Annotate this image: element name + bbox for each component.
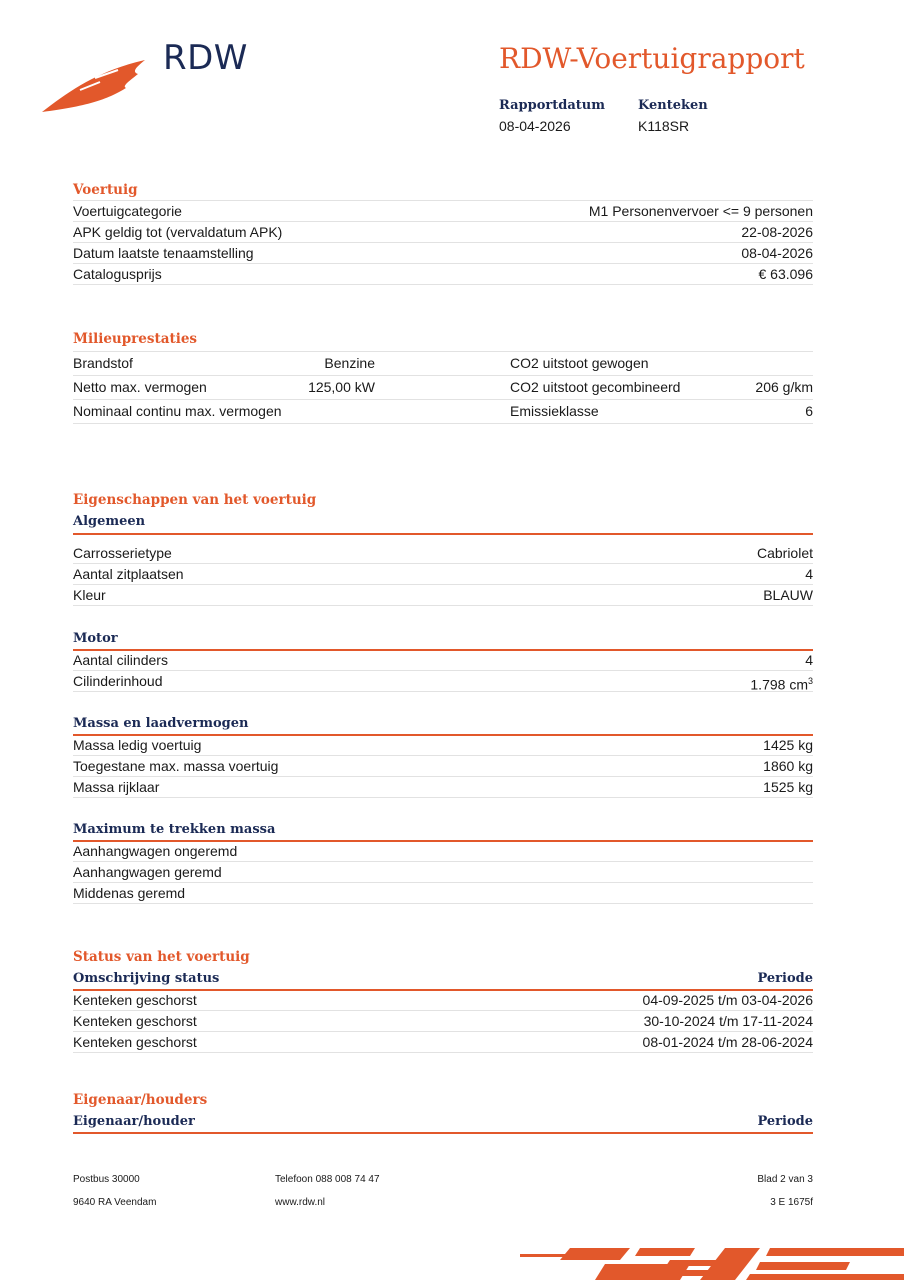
subsection-title-algemeen: Algemeen: [73, 514, 146, 529]
section-divider: [73, 533, 813, 535]
kenteken-block: [638, 98, 708, 134]
row-value: Cabriolet: [756, 545, 813, 561]
status-column-headers: [73, 971, 813, 986]
footer-code: 3 E 1675f: [770, 1197, 813, 1208]
row-value: 206 g/km: [755, 379, 813, 395]
row-label: Massa rijklaar: [73, 779, 160, 795]
row-label: Nominaal continu max. vermogen: [73, 403, 282, 419]
rapportdatum-value: 08-04-2026: [499, 118, 571, 134]
row-value: 04-09-2025 t/m 03-04-2026: [642, 992, 813, 1008]
table-row: [73, 777, 813, 798]
section-divider: [73, 1132, 813, 1134]
table-row: [73, 222, 813, 243]
row-label: Massa ledig voertuig: [73, 737, 202, 753]
row-label: Netto max. vermogen: [73, 379, 207, 395]
status-table: [73, 990, 813, 1053]
row-label: Emissieklasse: [510, 403, 599, 419]
row-value: 125,00 kW: [308, 379, 375, 395]
table-row: [73, 243, 813, 264]
row-label: Brandstof: [73, 355, 133, 371]
row-label: CO2 uitstoot gewogen: [510, 355, 649, 371]
row-value: 08-01-2024 t/m 28-06-2024: [642, 1034, 813, 1050]
row-label: Aantal zitplaatsen: [73, 566, 184, 582]
table-row: [73, 735, 813, 756]
table-row: [73, 543, 813, 564]
section-title-voertuig: Voertuig: [73, 182, 138, 198]
row-value: BLAUW: [763, 587, 813, 603]
row-value: 22-08-2026: [741, 224, 813, 240]
row-value: 1525 kg: [763, 779, 813, 795]
subsection-title-massa: Massa en laadvermogen: [73, 716, 249, 731]
algemeen-table: [73, 543, 813, 606]
table-row: [73, 376, 813, 400]
footer-website: www.rdw.nl: [275, 1197, 326, 1208]
column-header-omschrijving: Omschrijving status: [73, 971, 220, 986]
trekken-table: [73, 841, 813, 904]
column-header-periode: Periode: [757, 971, 813, 986]
row-label: Datum laatste tenaamstelling: [73, 245, 254, 261]
row-value: 30-10-2024 t/m 17-11-2024: [643, 1013, 813, 1029]
row-label: Aantal cilinders: [73, 652, 168, 668]
table-row: [73, 400, 813, 424]
kenteken-label: Kenteken: [638, 98, 708, 113]
row-value: 1860 kg: [763, 758, 813, 774]
table-row: [73, 671, 813, 692]
table-row: [73, 883, 813, 904]
rdw-stripes-decoration: [520, 1240, 904, 1280]
footer-blad: Blad 2 van 3: [757, 1174, 813, 1185]
report-title: RDW-Voertuigrapport: [499, 42, 805, 75]
row-value: 4: [805, 566, 813, 582]
kenteken-value: K118SR: [638, 118, 690, 134]
subsection-title-motor: Motor: [73, 631, 118, 646]
rapportdatum-block: [499, 98, 605, 134]
motor-table: [73, 650, 813, 692]
row-label: APK geldig tot (vervaldatum APK): [73, 224, 283, 240]
row-label: Aanhangwagen geremd: [73, 864, 222, 880]
row-label: Catalogusprijs: [73, 266, 162, 282]
row-value: M1 Personenvervoer <= 9 personen: [588, 203, 813, 219]
row-value: Benzine: [324, 355, 375, 371]
milieu-table: [73, 351, 813, 424]
massa-table: [73, 735, 813, 798]
row-value: 08-04-2026: [741, 245, 813, 261]
column-header-eigenaar: Eigenaar/houder: [73, 1114, 195, 1129]
footer-postbus: Postbus 30000: [73, 1174, 140, 1185]
table-row: [73, 862, 813, 883]
table-row: [73, 841, 813, 862]
footer-telefoon: Telefoon 088 008 74 47: [275, 1174, 380, 1185]
row-label: Toegestane max. massa voertuig: [73, 758, 279, 774]
row-label: Cilinderinhoud: [73, 673, 163, 689]
section-title-eigenschappen: Eigenschappen van het voertuig: [73, 492, 317, 508]
row-label: Kleur: [73, 587, 106, 603]
section-title-eigenaar: Eigenaar/houders: [73, 1092, 208, 1108]
row-label: Voertuigcategorie: [73, 203, 182, 219]
table-row: [73, 1011, 813, 1032]
subsection-title-trekken: Maximum te trekken massa: [73, 822, 276, 837]
footer-plaats: 9640 RA Veendam: [73, 1197, 157, 1208]
row-label: Carrosserietype: [73, 545, 172, 561]
section-title-status: Status van het voertuig: [73, 949, 250, 965]
row-value: € 63.096: [758, 266, 813, 282]
table-row: [73, 201, 813, 222]
table-row: [73, 564, 813, 585]
row-label: Kenteken geschorst: [73, 1013, 197, 1029]
row-label: CO2 uitstoot gecombineerd: [510, 379, 681, 395]
column-header-periode: Periode: [757, 1114, 813, 1129]
table-row: [73, 352, 813, 376]
eigenaar-column-headers: [73, 1114, 813, 1129]
row-label: Kenteken geschorst: [73, 1034, 197, 1050]
row-label: Aanhangwagen ongeremd: [73, 843, 238, 859]
table-row: [73, 990, 813, 1011]
table-row: [73, 650, 813, 671]
table-row: [73, 264, 813, 285]
brand-name: RDW: [163, 38, 248, 78]
row-value: 4: [805, 652, 813, 668]
row-label: Kenteken geschorst: [73, 992, 197, 1008]
row-label: Middenas geremd: [73, 885, 186, 901]
row-value: 1425 kg: [763, 737, 813, 753]
row-value: 1.798 $cm^3$: [750, 676, 813, 693]
rapportdatum-label: Rapportdatum: [499, 98, 605, 113]
row-value: 6: [805, 403, 813, 419]
table-row: [73, 756, 813, 777]
section-title-milieu: Milieuprestaties: [73, 331, 198, 347]
table-row: [73, 585, 813, 606]
voertuig-table: [73, 200, 813, 285]
table-row: [73, 1032, 813, 1053]
